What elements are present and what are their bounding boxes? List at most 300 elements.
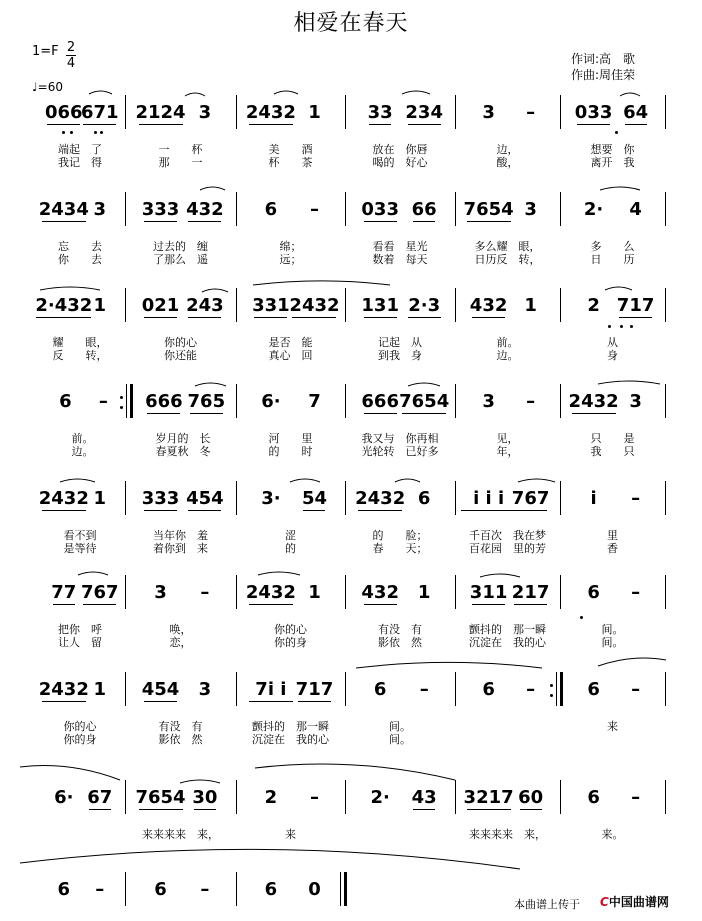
octave-dot	[580, 616, 583, 619]
note-group: 54	[301, 488, 327, 509]
note-group: 671	[81, 102, 119, 123]
note-group: –	[526, 102, 536, 123]
lyric-verse-1: 放在 你唇	[372, 143, 428, 156]
slur	[89, 91, 112, 94]
note-group: 6	[154, 879, 167, 900]
barline	[345, 575, 346, 609]
beam-line	[364, 604, 397, 605]
lyric-verse-1: 有没 有	[378, 623, 422, 636]
note-group: 1	[93, 488, 107, 509]
note-group: –	[419, 679, 429, 700]
lyric-verse-2: 反 转，	[52, 349, 108, 362]
key-signature	[32, 40, 76, 71]
time-top: 2	[66, 40, 76, 55]
note-group: 3	[482, 102, 495, 123]
barline	[345, 95, 346, 129]
note-group: 033	[361, 199, 399, 220]
barline	[236, 575, 237, 609]
note-group: 6	[373, 679, 387, 700]
beam-line	[89, 809, 111, 810]
note-group: 243	[186, 295, 224, 316]
lyric-verse-1: 把你 呼	[58, 623, 102, 636]
note-group: 6	[57, 879, 71, 900]
lyric-verse-1: 看不到	[63, 529, 97, 542]
barline	[236, 288, 237, 322]
barline	[455, 95, 456, 129]
barline	[345, 481, 346, 515]
note-group: 333	[141, 199, 180, 220]
beam-line	[520, 809, 542, 810]
note-group: 6	[587, 582, 600, 603]
lyric-verse-2: 边。	[71, 445, 94, 458]
barline	[560, 481, 561, 515]
slur	[180, 780, 220, 783]
slur	[395, 479, 420, 482]
octave-dot	[100, 131, 103, 134]
slur	[598, 381, 660, 384]
lyric-verse-2: 你的身	[274, 636, 307, 649]
octave-dot	[608, 325, 611, 328]
beam-line	[303, 510, 325, 511]
barline	[665, 95, 666, 129]
slur	[20, 849, 520, 869]
note-group: 3	[524, 199, 537, 220]
beam-line	[144, 510, 177, 511]
note-group: –	[631, 582, 641, 603]
lyric-verse-1: 涩	[285, 529, 296, 542]
beam-line	[572, 413, 616, 414]
barline	[125, 672, 126, 706]
note-group: 64	[623, 102, 649, 123]
beam-line	[254, 317, 287, 318]
slur	[274, 91, 298, 94]
note-group: –	[200, 582, 210, 603]
barline	[455, 672, 456, 706]
lyric-verse-1: 一 杯	[158, 143, 203, 156]
note-group: 30	[192, 787, 218, 808]
note-group: i i i	[473, 488, 505, 509]
barline	[560, 780, 561, 814]
lyric-verse-2: 我 只	[590, 445, 635, 458]
lyric-verse-1: 来	[285, 828, 296, 841]
lyric-verse-2: 到我 身	[378, 349, 422, 362]
note-group: 7654	[135, 787, 186, 808]
lyric-verse-1: 美 酒	[268, 143, 313, 156]
beam-line	[42, 701, 86, 702]
note-group: 2	[264, 787, 278, 808]
beam-line	[358, 510, 402, 511]
site-logo-text: 中国曲谱网	[608, 895, 669, 909]
barline	[560, 575, 561, 609]
beam-line	[467, 809, 511, 810]
beam-line	[36, 317, 91, 318]
beam-line	[364, 413, 397, 414]
song-title: 相爱在春天	[293, 11, 409, 36]
beam-line	[144, 221, 177, 222]
beam-line	[83, 124, 116, 125]
slur	[185, 93, 205, 96]
lyric-verse-1: 间。	[389, 720, 411, 733]
note-group: –	[309, 199, 319, 220]
barline	[345, 780, 346, 814]
lyric-verse-1: 我又与 你再相	[361, 432, 439, 445]
beam-line	[413, 221, 435, 222]
note-group: 2	[587, 295, 600, 316]
beam-line	[408, 317, 441, 318]
note-group: 666	[145, 391, 183, 412]
lyric-verse-1: 间。	[601, 623, 624, 636]
slur	[78, 572, 108, 575]
note-group: 2·	[370, 787, 390, 808]
lyric-verse-1: 看看 星光	[372, 240, 428, 253]
barline	[236, 672, 237, 706]
beam-line	[298, 701, 331, 702]
lyric-verse-1: 耀 眼，	[52, 336, 108, 349]
note-group: 7654	[463, 199, 514, 220]
note-group: 7654	[399, 391, 450, 412]
beam-line	[42, 221, 86, 222]
note-group: 331	[252, 295, 290, 316]
octave-dot	[630, 325, 633, 328]
note-group: 767	[511, 488, 550, 509]
beam-line	[577, 124, 610, 125]
beam-line	[619, 317, 652, 318]
note-group: –	[526, 391, 536, 412]
note-group: 4	[629, 199, 642, 220]
note-group: –	[631, 787, 641, 808]
barline	[665, 575, 666, 609]
beam-line	[42, 510, 86, 511]
slur	[20, 766, 120, 780]
note-group: 2124	[135, 102, 186, 123]
lyric-verse-1: 来来来来 来，	[142, 828, 219, 841]
lyric-verse-2: 让人 留	[58, 636, 102, 649]
lyric-verse-2: 你 去	[58, 253, 102, 266]
note-group: 021	[141, 295, 180, 316]
barline	[345, 288, 346, 322]
lyric-verse-2: 酸，	[496, 156, 519, 169]
beam-line	[144, 317, 177, 318]
final-barline	[344, 872, 347, 906]
lyric-verse-2: 是等待	[63, 542, 97, 555]
barline	[455, 575, 456, 609]
lyric-verse-1: 你的心	[63, 720, 97, 733]
lyric-verse-2: 我记 得	[58, 156, 102, 169]
lyric-verse-1: 来。	[601, 828, 624, 841]
lyric-verse-1: 只 是	[590, 432, 635, 445]
note-group: 033	[574, 102, 613, 123]
note-group: –	[98, 391, 108, 412]
barline	[455, 384, 456, 418]
lyric-verse-2: 喝的 好心	[372, 156, 428, 169]
barline	[125, 575, 126, 609]
final-barline-thin	[340, 872, 341, 906]
barline	[236, 192, 237, 226]
note-group: 1	[93, 679, 107, 700]
repeat-start	[130, 384, 133, 418]
lyric-verse-1: 端起 了	[58, 143, 102, 156]
note-group: 3217	[463, 787, 514, 808]
barline	[236, 780, 237, 814]
octave-dot	[94, 131, 97, 134]
note-group: 717	[616, 295, 655, 316]
lyric-verse-2: 远；	[279, 253, 302, 266]
note-group: 666	[361, 391, 399, 412]
lyric-verse-2: 那 一	[158, 156, 203, 169]
barline	[665, 780, 666, 814]
beam-line	[188, 317, 221, 318]
note-group: 2432	[245, 102, 296, 123]
barline	[455, 288, 456, 322]
lyric-verse-2: 影依 然	[378, 636, 422, 649]
time-signature	[66, 40, 76, 71]
beam-line	[364, 221, 397, 222]
barline	[236, 481, 237, 515]
note-group: 1	[417, 582, 431, 603]
barline	[345, 192, 346, 226]
lyric-verse-2: 的	[285, 542, 296, 555]
barline	[560, 384, 561, 418]
note-group: 2·432	[35, 295, 93, 316]
slur	[598, 658, 666, 666]
note-group: 1	[524, 295, 537, 316]
note-group: 2432	[355, 488, 406, 509]
barline	[455, 481, 456, 515]
note-group: –	[200, 879, 210, 900]
beam-line	[194, 809, 216, 810]
barline	[560, 95, 561, 129]
lyric-verse-1: 前。	[496, 336, 519, 349]
note-group: 767	[81, 582, 119, 603]
barline	[665, 384, 666, 418]
repeat-end-dot	[550, 684, 553, 687]
note-group: 2·	[583, 199, 604, 220]
note-group: 33	[367, 102, 393, 123]
barline	[236, 384, 237, 418]
barline	[236, 872, 237, 906]
note-group: 432	[361, 582, 399, 603]
upload-note: 本曲谱上传于	[514, 898, 580, 911]
lyric-verse-1: 你的心	[274, 623, 307, 636]
note-group: 765	[187, 391, 226, 412]
note-group: 6	[417, 488, 431, 509]
beam-line	[249, 124, 293, 125]
beam-line	[408, 124, 441, 125]
lyric-verse-1: 唤，	[169, 623, 192, 636]
barline	[665, 672, 666, 706]
octave-dot	[62, 131, 65, 134]
note-group: 3	[198, 102, 212, 123]
tempo-marking: ♩=60	[32, 80, 63, 94]
note-group: 234	[405, 102, 443, 123]
note-group: 66	[411, 199, 437, 220]
lyric-verse-2: 边。	[496, 349, 519, 362]
lyric-verse-2: 间。	[601, 636, 624, 649]
note-group: 3	[629, 391, 642, 412]
lyric-verse-2: 春 天；	[372, 542, 428, 555]
beam-line	[144, 701, 177, 702]
beam-line	[461, 510, 516, 511]
barline	[125, 481, 126, 515]
slur	[258, 572, 300, 575]
note-group: 6·	[54, 787, 74, 808]
lyric-verse-1: 忘 去	[58, 240, 102, 253]
note-group: 2434	[38, 199, 89, 220]
slur	[408, 383, 440, 386]
lyric-verse-1: 河 里	[268, 432, 313, 445]
note-group: 1	[308, 582, 321, 603]
note-group: 454	[186, 488, 224, 509]
note-group: 6·	[261, 391, 281, 412]
beam-line	[47, 124, 80, 125]
slur	[605, 287, 632, 290]
lyric-verse-1: 颤抖的 那一瞬	[469, 623, 546, 636]
octave-dot	[620, 325, 623, 328]
lyric-verse-2: 的 时	[268, 445, 313, 458]
time-bottom: 4	[66, 56, 76, 71]
note-group: 454	[141, 679, 180, 700]
credits	[571, 51, 635, 83]
lyric-verse-2: 着你到 来	[153, 542, 208, 555]
octave-dot	[615, 131, 618, 134]
beam-line	[139, 809, 183, 810]
beam-line	[402, 413, 446, 414]
lyric-verse-2: 了那么 遥	[153, 253, 208, 266]
note-group: 3	[154, 582, 167, 603]
beam-line	[83, 604, 116, 605]
beam-line	[467, 221, 511, 222]
slur	[200, 187, 225, 190]
lyric-verse-2: 沉淀在 我的心	[252, 733, 329, 746]
lyric-verse-2: 恋，	[169, 636, 192, 649]
slur	[202, 289, 228, 292]
lyric-verse-2: 光轮转 已好多	[361, 445, 439, 458]
octave-dot	[70, 131, 73, 134]
repeat-start-dot	[120, 406, 123, 409]
lyric-verse-1: 从	[607, 336, 618, 349]
note-group: 717	[295, 679, 334, 700]
barline	[125, 192, 126, 226]
beam-line	[514, 604, 547, 605]
lyric-verse-2: 日历反 转，	[474, 253, 541, 266]
note-group: 3	[93, 199, 107, 220]
beam-line	[472, 317, 505, 318]
note-group: 7	[308, 391, 321, 412]
note-group: 6	[587, 679, 600, 700]
note-group: 2·3	[408, 295, 441, 316]
note-group: 6	[264, 879, 278, 900]
lyric-verse-1: 想要 你	[590, 143, 635, 156]
repeat-start-dot	[120, 396, 123, 399]
note-group: 6	[482, 679, 495, 700]
barline	[125, 872, 126, 906]
beam-line	[147, 413, 180, 414]
lyric-verse-1: 过去的 缠	[153, 240, 208, 253]
note-group: 43	[411, 787, 437, 808]
lyric-verse-1: 前。	[71, 432, 94, 445]
key-label: 1=F	[32, 44, 59, 59]
lyric-verse-1: 的 脸；	[372, 529, 428, 542]
beam-line	[472, 604, 505, 605]
beam-line	[413, 809, 435, 810]
note-group: 77	[51, 582, 77, 603]
lyricist: 作词:高 歌	[571, 52, 636, 66]
lyric-verse-1: 来来来来 来，	[469, 828, 546, 841]
beam-line	[369, 124, 391, 125]
beam-line	[249, 604, 293, 605]
barline	[125, 288, 126, 322]
barline	[455, 780, 456, 814]
lyric-verse-2: 你还能	[164, 349, 197, 362]
repeat-end-thin	[556, 672, 557, 706]
lyric-verse-1: 多 么	[590, 240, 635, 253]
lyric-verse-2: 沉淀在 我的心	[469, 636, 546, 649]
note-group: –	[631, 488, 641, 509]
note-group: 3·	[261, 488, 281, 509]
beam-line	[249, 701, 293, 702]
repeat-start-thin	[126, 384, 127, 418]
lyric-verse-2: 离开 我	[590, 156, 635, 169]
slur	[255, 764, 455, 780]
lyric-verse-2: 间。	[389, 733, 411, 746]
note-group: 131	[361, 295, 399, 316]
barline	[665, 288, 666, 322]
lyric-verse-1: 里	[607, 529, 618, 542]
lyric-verse-1: 千百次 我在梦	[469, 529, 546, 542]
slur	[60, 479, 95, 482]
note-group: 311	[469, 582, 508, 603]
lyric-verse-1: 边，	[496, 143, 519, 156]
lyric-verse-2: 百花园 里的芳	[469, 542, 546, 555]
lyric-verse-1: 颤抖的 那一瞬	[252, 720, 329, 733]
note-group: –	[95, 879, 105, 900]
lyric-verse-2: 真心 回	[268, 349, 313, 362]
lyric-verse-1: 绵；	[279, 240, 302, 253]
note-group: i	[590, 488, 597, 509]
note-group: 333	[141, 488, 180, 509]
note-group: 2432	[38, 488, 89, 509]
slur	[253, 281, 390, 285]
barline	[455, 192, 456, 226]
note-group: 3	[198, 679, 212, 700]
composer: 作曲:周佳荣	[571, 68, 636, 82]
barline	[345, 672, 346, 706]
slur	[600, 187, 640, 190]
slur	[195, 383, 226, 386]
repeat-end	[560, 672, 563, 706]
note-group: 2432	[568, 391, 619, 412]
note-group: 1	[308, 102, 321, 123]
note-group: 432	[186, 199, 224, 220]
lyric-verse-2: 身	[607, 349, 618, 362]
slur	[290, 479, 320, 482]
slur	[480, 574, 520, 577]
slur	[356, 662, 542, 668]
note-group: 60	[518, 787, 544, 808]
lyric-verse-1: 你的心	[164, 336, 197, 349]
note-group: 0	[308, 879, 321, 900]
lyric-verse-1: 有没 有	[158, 720, 203, 733]
lyric-verse-2: 数着 每天	[372, 253, 428, 266]
lyric-verse-1: 岁月的 长	[155, 432, 211, 445]
beam-line	[188, 510, 221, 511]
lyric-verse-2: 杯 茶	[268, 156, 313, 169]
note-group: 066	[45, 102, 83, 123]
note-group: 67	[87, 787, 113, 808]
beam-line	[139, 124, 183, 125]
barline	[236, 95, 237, 129]
lyric-verse-2: 日 历	[590, 253, 635, 266]
